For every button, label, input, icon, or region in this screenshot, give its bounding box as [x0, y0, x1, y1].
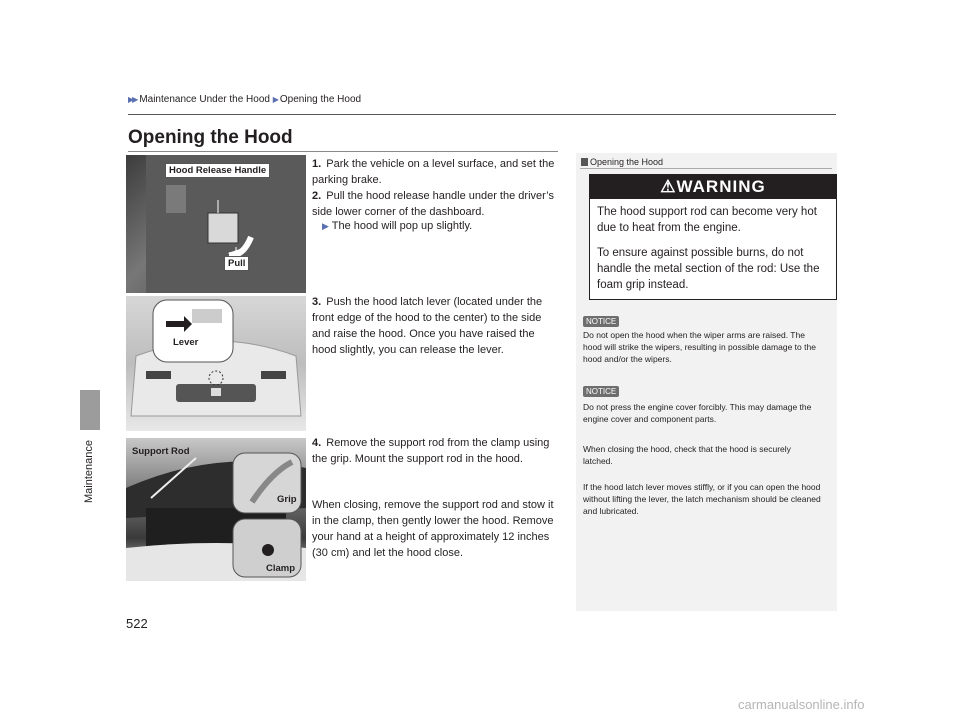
breadcrumb-parent[interactable]: Maintenance Under the Hood [139, 94, 270, 105]
result-text: The hood will pop up slightly. [331, 220, 473, 232]
step-3 [312, 294, 562, 358]
step-text: Park the vehicle on a level surface, and set the parking brake. [312, 158, 555, 186]
breadcrumb-current: Opening the Hood [279, 94, 362, 105]
lever-callout-circle [152, 299, 234, 363]
section-tab [80, 390, 100, 430]
reference-icon [581, 158, 588, 166]
breadcrumb-arrow-icon: ▶▶ [128, 95, 137, 104]
note-text-1: When closing the hood, check that the hood is securely latched. [583, 444, 791, 466]
lever-label: Lever [173, 337, 199, 348]
warning-text-1: The hood support rod can become very hot due to heat from the engine. [597, 206, 817, 234]
breadcrumb-arrow-icon: ▶ [272, 95, 277, 104]
step-number: 3. [312, 296, 322, 308]
note-text-2: If the hood latch lever moves stiffly, or if you can open the hood without lifting the lever, the latch mechanism should be cleaned and lubricated. [583, 482, 821, 516]
step-number: 2. [312, 190, 322, 202]
step-4 [312, 435, 562, 467]
step-2 [312, 188, 562, 220]
notice-text-1: Do not open the hood when the wiper arms are raised. The hood will strike the wipers, resulting in possible damage to the hood and/or the wipers. [583, 330, 816, 364]
page-number: 522 [126, 616, 148, 631]
step-text: Remove the support rod from the clamp using the grip. Mount the support rod in the hood. [312, 437, 550, 465]
result-arrow-icon: ▶ [322, 221, 329, 231]
watermark: carmanualsonline.info [738, 697, 865, 712]
sidebar-rule [580, 168, 832, 169]
notice-badge: NOTICE [583, 386, 619, 397]
hood-release-handle-label: Hood Release Handle [165, 163, 270, 178]
support-rod-label: Support Rod [132, 446, 190, 457]
step-number: 4. [312, 437, 322, 449]
title-rule [128, 151, 558, 152]
section-label: Maintenance [83, 440, 95, 503]
warning-header: ⚠WARNING [590, 175, 836, 199]
notice-text-2: Do not press the engine cover forcibly. This may damage the engine cover and component parts. [583, 402, 812, 424]
notice-badge: NOTICE [583, 316, 619, 327]
page-title: Opening the Hood [128, 127, 293, 148]
grip-label: Grip [277, 494, 297, 505]
step-number: 1. [312, 158, 322, 170]
clamp-label: Clamp [266, 563, 296, 574]
pull-label: Pull [224, 256, 249, 271]
step-1 [312, 156, 562, 188]
sidebar-title: Opening the Hood [581, 157, 663, 167]
breadcrumb [128, 94, 361, 105]
step-text: Pull the hood release handle under the driver’s side lower corner of the dashboard. [312, 190, 554, 218]
step-2-result [322, 220, 472, 232]
warning-triangle-icon: ⚠ [660, 177, 677, 196]
closing-instructions: When closing, remove the support rod and stow it in the clamp, then gently lower the hood. Remove your hand at a height of approximately 12 inches (30 cm) and let the hood close. [312, 499, 554, 559]
step-text: Push the hood latch lever (located under the front edge of the hood to the center) to the side and raise the hood. Once you have raised the hood slightly, you can release the lever. [312, 296, 543, 356]
warning-text-2: To ensure against possible burns, do not handle the metal section of the rod: Use the foam grip instead. [597, 247, 820, 291]
header-rule [128, 114, 836, 115]
